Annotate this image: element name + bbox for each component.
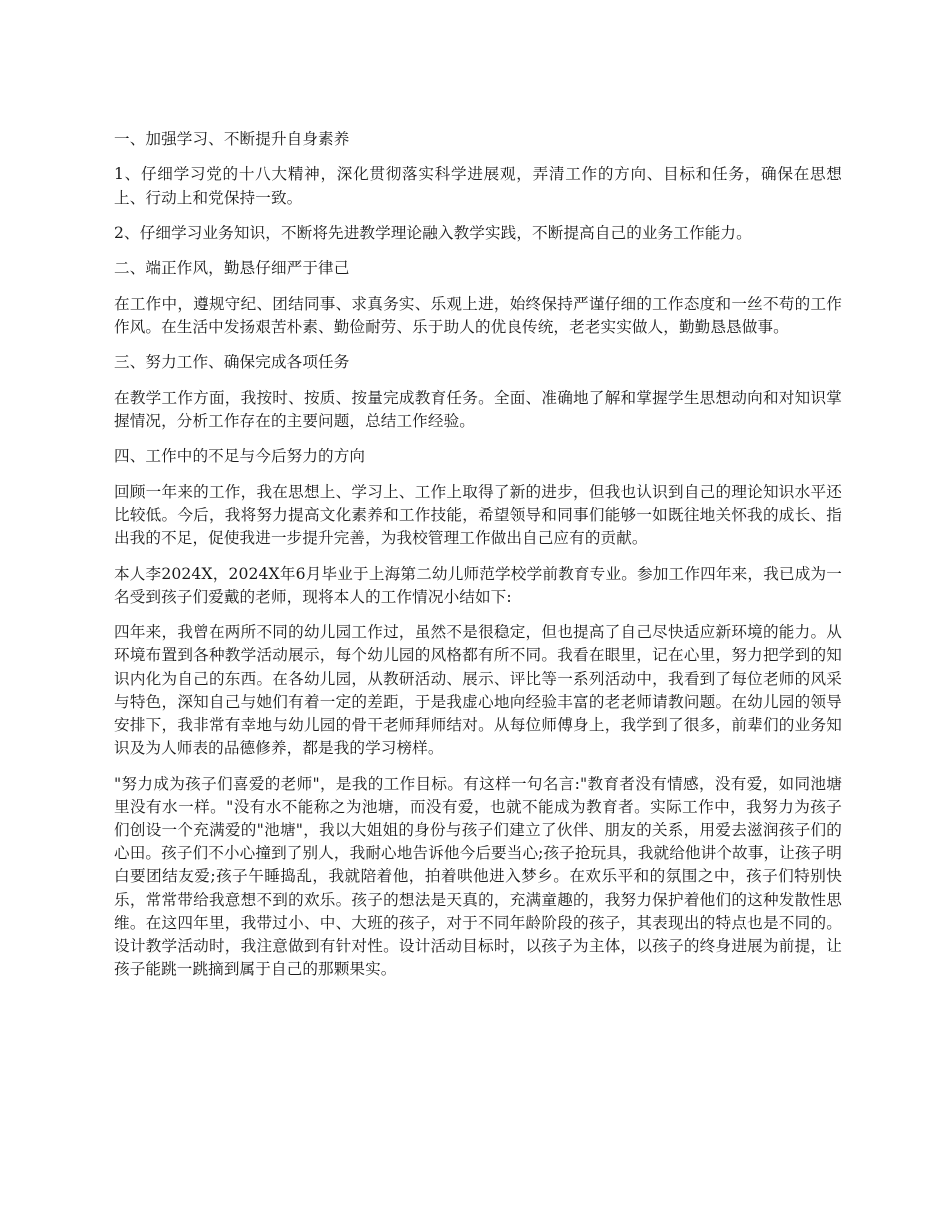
paragraph: 四年来，我曾在两所不同的幼儿园工作过，虽然不是很稳定，但也提高了自己尽快适应新环境的能力。从环境布置到各种教学活动展示，每个幼儿园的风格都有所不同。我看在眼里，记在心里，努力把学到的知识内化为自己的东西。在各幼儿园，从教研活动、展示、评比等一系列活动中，我看到了每位老师的风采与特色，深知自己与她们有着一定的差距，于是我虚心地向经验丰富的老老师请教问题。在幼儿园的领导安排下，我非常有幸地与幼儿园的骨干老师拜师结对。从每位师傅身上，我学到了很多，前辈们的业务知识及为人师表的品德修养，都是我的学习榜样。 (114, 623, 842, 758)
section-heading-4: 四、工作中的不足与今后努力的方向 (114, 447, 366, 466)
section-heading-3: 三、努力工作、确保完成各项任务 (114, 353, 350, 372)
paragraph: 1、仔细学习党的十八大精神，深化贯彻落实科学进展观，弄清工作的方向、目标和任务，确保在思想上、行动上和党保持一致。 (114, 165, 842, 207)
paragraph: 回顾一年来的工作，我在思想上、学习上、工作上取得了新的进步，但我也认识到自己的理论知识水平还比较低。今后，我将努力提高文化素养和工作技能，希望领导和同事们能够一如既往地关怀我的成长、指出我的不足，促使我进一步提升完善，为我校管理工作做出自己应有的贡献。 (114, 482, 842, 548)
paragraph: "努力成为孩子们喜爱的老师"，是我的工作目标。有这样一句名言:"教育者没有情感，没有爱，如同池塘里没有水一样。"没有水不能称之为池塘，而没有爱，也就不能成为教育者。实际工作中，我努力为孩子们创设一个充满爱的"池塘"，我以大姐姐的身份与孩子们建立了伙伴、朋友的关系，用爱去滋润孩子们的心田。孩子们不小心撞到了别人，我耐心地告诉他今后要当心;孩子抢玩具，我就给他讲个故事，让孩子明白要团结友爱;孩子午睡捣乱，我就陪着他，拍着哄他进入梦乡。在欢乐平和的氛围之中，孩子们特别快乐，常常带给我意想不到的欢乐。孩子的想法是天真的，充满童趣的，我努力保护着他们的这种发散性思维。在这四年里，我带过小、中、大班的孩子，对于不同年龄阶段的孩子，其表现出的特点也是不同的。设计教学活动时，我注意做到有针对性。设计活动目标时，以孩子为主体，以孩子的终身进展为前提，让孩子能跳一跳摘到属于自己的那颗果实。 (114, 774, 842, 979)
section-heading-2: 二、端正作风，勤恳仔细严于律己 (114, 259, 350, 278)
document-body (114, 128, 842, 994)
paragraph: 在教学工作方面，我按时、按质、按量完成教育任务。全面、准确地了解和掌握学生思想动向和对知识掌握情况，分析工作存在的主要问题，总结工作经验。 (114, 388, 842, 430)
section-heading-1: 一、加强学习、不断提升自身素养 (114, 130, 350, 148)
paragraph: 本人李2024X，2024X年6月毕业于上海第二幼儿师范学校学前教育专业。参加工作四年来，我已成为一名受到孩子们爱戴的老师，现将本人的工作情况小结如下: (114, 564, 842, 606)
paragraph: 2、仔细学习业务知识，不断将先进教学理论融入教学实践，不断提高自己的业务工作能力。 (114, 223, 752, 242)
paragraph: 在工作中，遵规守纪、团结同事、求真务实、乐观上进，始终保持严谨仔细的工作态度和一丝不苟的工作作风。在生活中发扬艰苦朴素、勤俭耐劳、乐于助人的优良传统，老老实实做人，勤勤恳恳做事。 (114, 294, 842, 336)
